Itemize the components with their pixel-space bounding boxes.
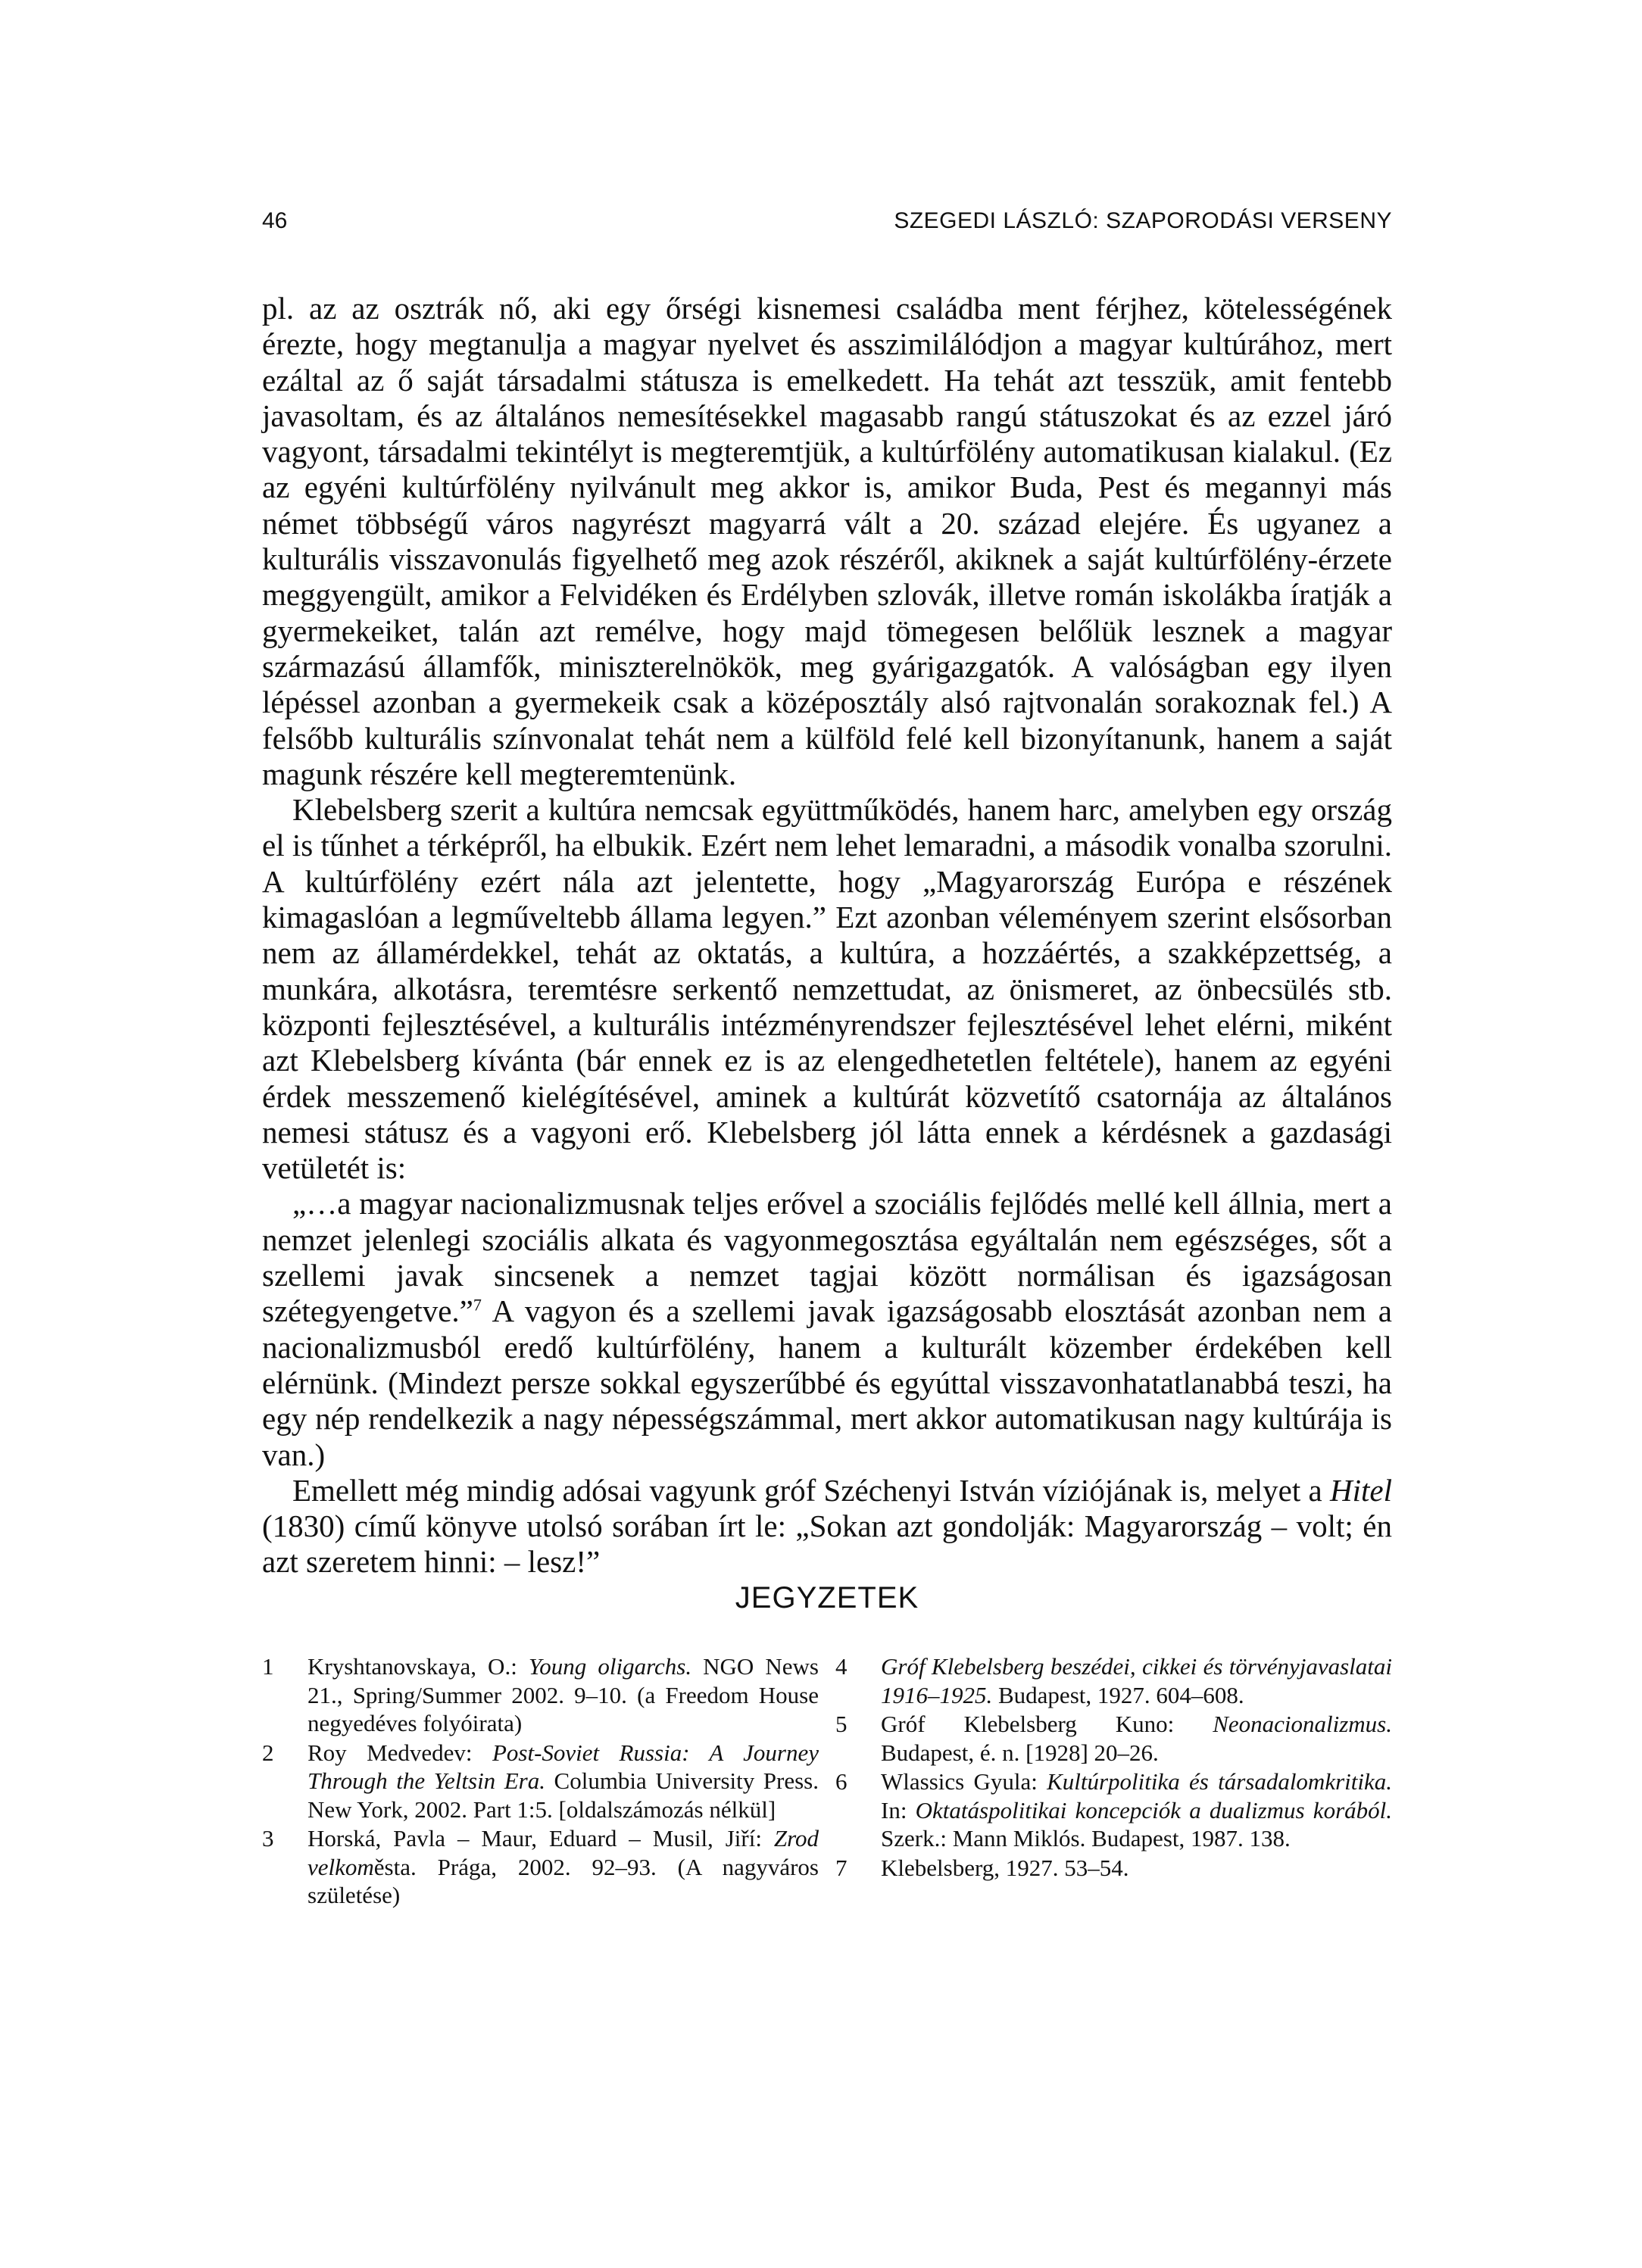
footnote-details: NGO News 21., Spring/Summer 2002. 9–10. (a Freedom House negyedéves folyóirata): [307, 1653, 819, 1736]
footnote: [262, 1652, 819, 1738]
footnotes-column-right: [835, 1652, 1392, 1883]
page-number: 46: [262, 208, 288, 233]
book-title: Hitel: [1330, 1472, 1392, 1508]
footnote-author: Gróf Klebelsberg Kuno:: [881, 1711, 1213, 1737]
paragraph-text: Emellett még mindig adósai vagyunk gróf Széchenyi István víziójának is, melyet a: [292, 1472, 1331, 1508]
footnote-details: Szerk.: Mann Miklós. Budapest, 1987. 138.: [881, 1825, 1291, 1852]
footnotes-column-left: [262, 1652, 819, 1911]
paragraph-text: (1830) című könyve utolsó sorában írt le: „Sokan azt gondolják: Magyarország – volt; én azt szeretem hinni: – lesz!”: [262, 1508, 1392, 1580]
footnote-text: [307, 1739, 819, 1824]
footnote-title: Gróf Klebelsberg beszédei, cikkei és törvényjavaslatai 1916–1925.: [881, 1653, 1392, 1708]
footnote: [835, 1710, 1392, 1767]
quotation-text: „…a magyar nacionalizmusnak teljes erővel a szociális fejlődés mellé kell állnia, mert a nemzet jelenlegi szociális alkata és vagyonmegosztása egyáltalán nem egészséges, sőt a szellemi javak sincsenek a nemzet tagjai között normálisan és igazságosan szétegyengetve.”: [262, 1186, 1392, 1329]
running-title: SZEGEDI LÁSZLÓ: SZAPORODÁSI VERSENY: [894, 208, 1392, 233]
footnote: [835, 1767, 1392, 1853]
footnote-author: Klebelsberg, 1927. 53–54.: [881, 1854, 1129, 1881]
footnote-text: [881, 1854, 1392, 1883]
footnote: [262, 1824, 819, 1910]
footnote-number: 3: [262, 1825, 274, 1852]
footnote-number: 2: [262, 1739, 274, 1766]
paragraph-text: A vagyon és a szellemi javak igazságosabb elosztását azonban nem a nacionalizmusból eredő kultúrfölény, hanem a kulturált közember érdekében kell elérnünk. (Mindezt persze sokkal egyszerűbbé és egyúttal visszavonhatatlanabbá teszi, ha egy nép rendelkezik a nagy népességszámmal, mert akkor automatikusan nagy kultúrája is van.): [262, 1293, 1392, 1472]
notes-heading: JEGYZETEK: [735, 1581, 919, 1614]
footnote-details: ěsta. Prága, 2002. 92–93. (A nagyváros születése): [307, 1853, 819, 1908]
footnote-number: 4: [835, 1653, 848, 1680]
footnote-number: 7: [835, 1854, 848, 1881]
footnote-number: 6: [835, 1768, 848, 1795]
footnote-text: [307, 1652, 819, 1738]
footnote-title: Young oligarchs.: [528, 1653, 692, 1680]
footnote-title: Oktatáspolitikai koncepciók a dualizmus korából.: [915, 1796, 1392, 1823]
footnote-number: 1: [262, 1653, 274, 1680]
footnote-details: In:: [881, 1796, 916, 1823]
footnote-text: [881, 1710, 1392, 1767]
footnote-author: Wlassics Gyula:: [881, 1768, 1047, 1795]
footnote-details: Columbia University Press. New York, 2002. Part 1:5. [oldalszámozás nélkül]: [307, 1767, 819, 1823]
footnote: [835, 1652, 1392, 1709]
footnote-author: Roy Medvedev:: [307, 1739, 492, 1766]
footnote-title: Kultúrpolitika és társadalomkritika.: [1047, 1768, 1392, 1795]
footnote-number: 5: [835, 1711, 848, 1737]
footnote: [835, 1854, 1392, 1883]
footnote-title: Post-Soviet Russia: A Journey Through the Yeltsin Era.: [307, 1739, 819, 1794]
paragraph: Klebelsberg szerit a kultúra nemcsak együttműködés, hanem harc, amelyben egy ország el is tűnhet a térképről, ha elbukik. Ezért nem lehet lemaradni, a második vonalba szorulni. A kultúrfölény ezért nála azt jelentette, hogy „Magyarország Európa e részének kimagaslóan a legműveltebb állama legyen.” Ezt azonban véleményem szerint elsősorban nem az államérdekkel, tehát az oktatás, a kultúra, a hozzáértés, a szakképzettség, a munkára, alkotásra, teremtésre serkentő nemzettudat, az önismeret, az önbecsülés stb. központi fejlesztésével, a kulturális intézményrendszer fejlesztésével lehet elérni, miként azt Klebelsberg kívánta (bár ennek ez is az elengedhetetlen feltétele), hanem az egyéni érdek messzemenő kielégítésével, aminek a kultúrát közvetítő csatornája az általános nemesi státusz és a vagyoni erő. Klebelsberg jól látta ennek a kérdésnek a gazdasági vetületét is:: [262, 792, 1392, 1186]
footnote-text: [881, 1767, 1392, 1853]
footnote-author: Kryshtanovskaya, O.:: [307, 1653, 529, 1680]
footnote: [262, 1739, 819, 1824]
footnote-text: [307, 1824, 819, 1910]
footnote-author: Horská, Pavla – Maur, Eduard – Musil, Jiří:: [307, 1825, 774, 1852]
running-header: [262, 206, 1392, 236]
footnote-details: Budapest, é. n. [1928] 20–26.: [881, 1739, 1159, 1766]
main-text: [262, 291, 1392, 1580]
footnote-ref: 7: [473, 1295, 482, 1315]
footnote-title: Neonacionalizmus.: [1213, 1711, 1392, 1737]
footnote-details: Budapest, 1927. 604–608.: [992, 1681, 1244, 1708]
paragraph: pl. az az osztrák nő, aki egy őrségi kisnemesi családba ment férjhez, kötelességének érezte, hogy megtanulja a magyar nyelvet és asszimilálódjon a magyar kultúrához, mert ezáltal az ő saját társadalmi státusza is emelkedett. Ha tehát azt tesszük, amit fentebb javasoltam, és az általános nemesítésekkel magasabb rangú státuszokat és az ezzel járó vagyont, társadalmi tekintélyt is megteremtjük, a kultúrfölény automatikusan kialakul. (Ez az egyéni kultúrfölény nyilvánult meg akkor is, amikor Buda, Pest és megannyi más német többségű város nagyrészt magyarrá vált a 20. század elejére. És ugyanez a kulturális visszavonulás figyelhető meg azok részéről, akiknek a saját kultúrfölény-érzete meggyengült, amikor a Felvidéken és Erdélyben szlovák, illetve román iskolákba íratják a gyermekeiket, talán azt remélve, hogy majd tömegesen belőlük lesznek a magyar származású államfők, miniszterelnökök, meg gyárigazgatók. A valóságban egy ilyen lépéssel azonban a gyermekeik csak a középosztály alsó rajtvonalán sorakoznak fel.) A felsőbb kulturális színvonalat tehát nem a külföld felé kell bizonyítanunk, hanem a saját magunk részére kell megteremtenünk.: [262, 291, 1392, 791]
paragraph: [262, 1186, 1392, 1472]
footnote-title: Zrod velkom: [307, 1825, 819, 1880]
paragraph: [262, 1473, 1392, 1580]
footnote-text: [881, 1652, 1392, 1709]
